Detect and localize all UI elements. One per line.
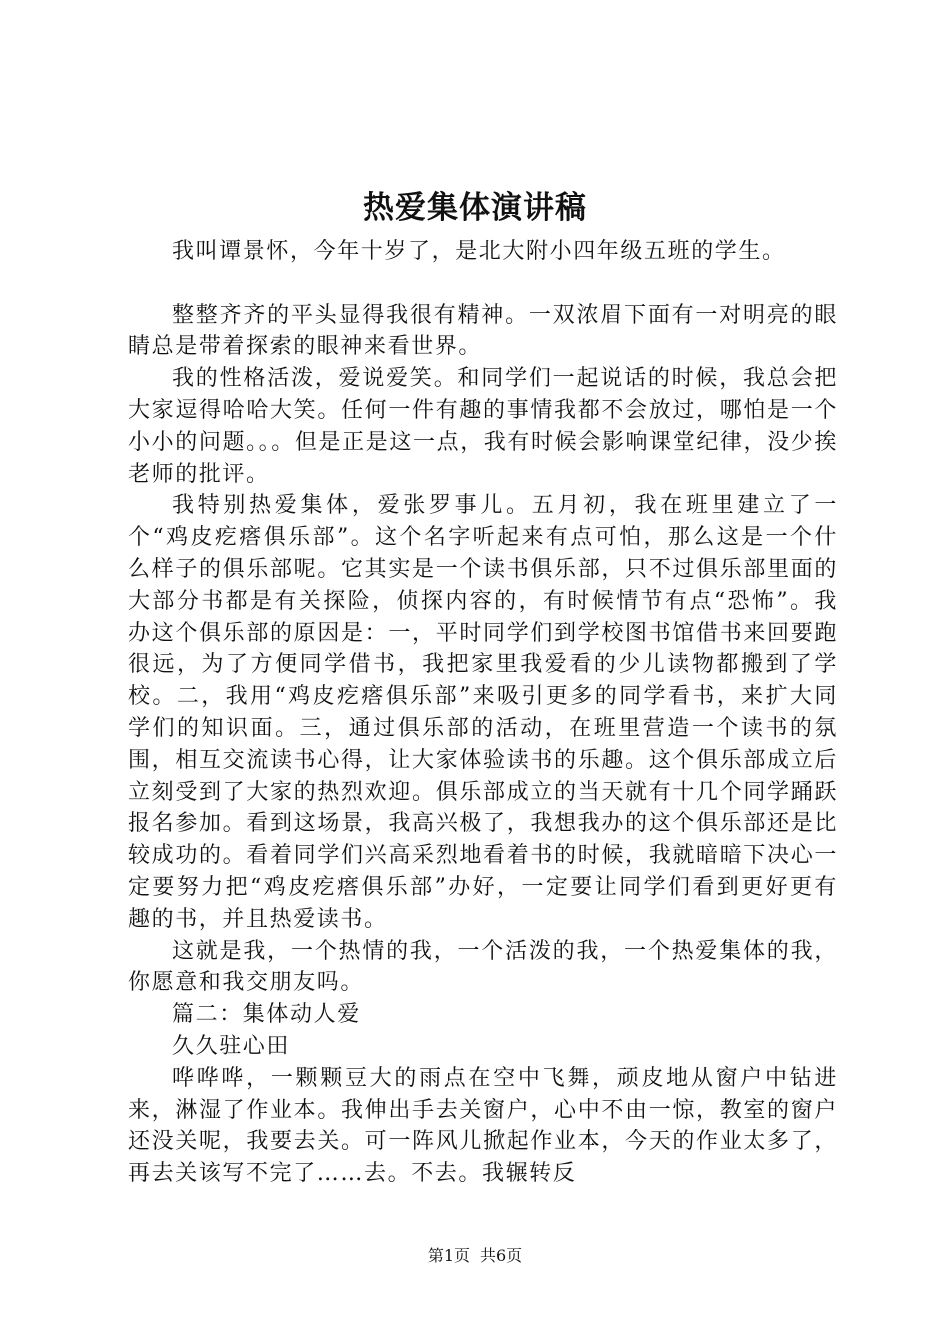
paragraph-appearance: 整整齐齐的平头显得我很有精神。一双浓眉下面有一对明亮的眼睛总是带着探索的眼神来看世界。 [128, 302, 838, 360]
document-body [128, 236, 838, 1190]
paragraph-rain: 哗哗哗，一颗颗豆大的雨点在空中飞舞，顽皮地从窗户中钻进来，淋湿了作业本。我伸出手去关窗户，心中不由一惊，教室的窗户还没关呢，我要去关。可一阵风儿掀起作业本，今天的作业太多了，再去关该写不完了……去。不去。我辗转反 [128, 1065, 838, 1187]
paragraph-personality: 我的性格活泼，爱说爱笑。和同学们一起说话的时候，我总会把大家逗得哈哈大笑。任何一件有趣的事情我都不会放过，哪怕是一个小小的问题。。。但是正是这一点，我有时候会影响课堂纪律，没少挨老师的批评。 [128, 366, 838, 487]
page-footer [0, 1246, 950, 1266]
document-title: 热爱集体演讲稿 [363, 190, 587, 226]
section-subheading: 久久驻心田 [172, 1033, 291, 1059]
page-total: 共6页 [480, 1246, 523, 1265]
paragraph-club: 我特别热爱集体，爱张罗事儿。五月初，我在班里建立了一个“鸡皮疙瘩俱乐部”。这个名字听起来有点可怕，那么这是一个什么样子的俱乐部呢。它其实是一个读书俱乐部，只不过俱乐部里面的大部分书都是有关探险，侦探内容的，有时候情节有点“恐怖”。我办这个俱乐部的原因是：一，平时同学们到学校图书馆借书来回要跑很远，为了方便同学借书，我把家里我爱看的少儿读物都搬到了学校。二，我用“鸡皮疙瘩俱乐部”来吸引更多的同学看书，来扩大同学们的知识面。三，通过俱乐部的活动，在班里营造一个读书的氛围，相互交流读书心得，让大家体验读书的乐趣。这个俱乐部成立后立刻受到了大家的热烈欢迎。俱乐部成立的当天就有十几个同学踊跃报名参加。看到这场景，我高兴极了，我想我办的这个俱乐部还是比较成功的。看着同学们兴高采烈地看着书的时候，我就暗暗下决心一定要努力把“鸡皮疙瘩俱乐部”办好，一定要让同学们看到更好更有趣的书，并且热爱读书。 [128, 493, 838, 932]
page-number: 第1页 [427, 1246, 470, 1265]
paragraph-intro: 我叫谭景怀，今年十岁了，是北大附小四年级五班的学生。 [172, 239, 786, 264]
section-heading: 篇二：集体动人爱 [172, 1002, 361, 1028]
paragraph-conclusion: 这就是我，一个热情的我，一个活泼的我，一个热爱集体的我，你愿意和我交朋友吗。 [128, 938, 838, 996]
